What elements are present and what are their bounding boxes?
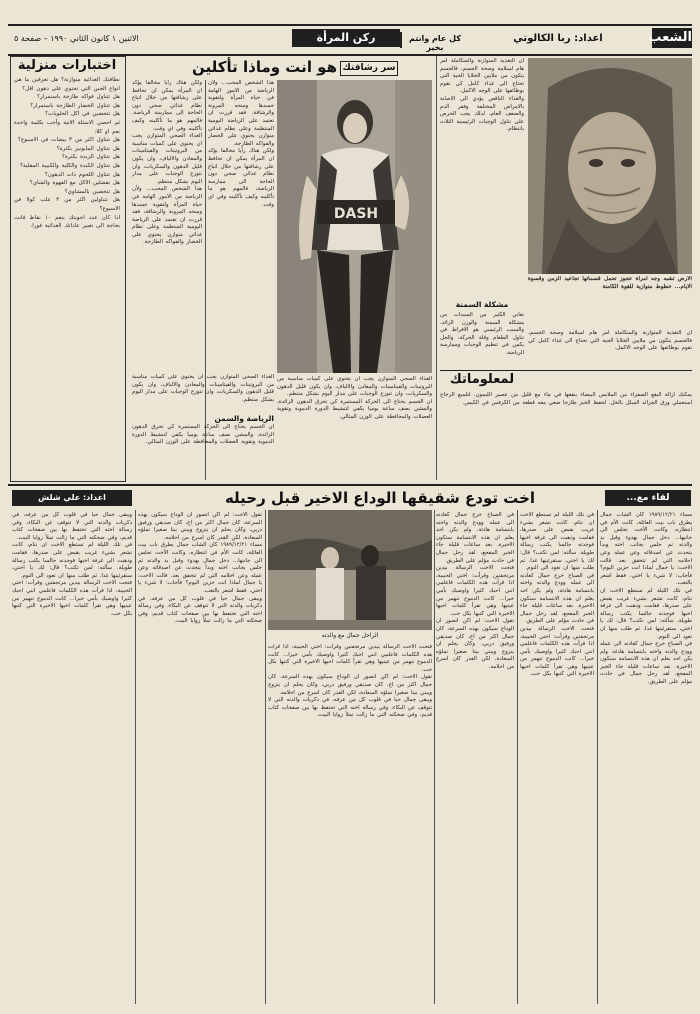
story-col-3: في الصباح خرج جمال كعادته الى عمله وودع والدته واخته بابتسامة هادئة، ولم يكن احد يعلم ان هذه الابتسامة ستكون الاخيرة. بعد ساعات قليلة جاء الخبر المفجع، لقد رحل جمال في حادث مؤلم على الطريق. فتحت الاخت الرسالة بيدين مرتجفتين وقرأت: اختي الحبيبة، اذا قرأت هذه الكلمات فاعلمي انني احبك كثيرا واوصيك بأمي خيرا... كانت الدموع تنهمر من عينيها وهي تقرأ كلمات اخيها الاخيرة التي كتبها بكل حب. تقول الاخت: لم اكن اتصور ان الوداع سيكون بهذه السرعة، كان جمال اكثر من اخ، كان صديقي ورفيق دربي، وكان يحلم ان يتزوج ويبني بيتا صغيرا تملؤه السعادة، لكن القدر كان اسرع من احلامه. — [436, 512, 514, 670]
story-col-1: مساء ١٩٨٩/١٢/٢١ كان الشاب جمال يطرق باب بيت العائلة، كانت الأم في انتظاره، وكانت الأخت تجلس الى جانبها... دخل جمال بهدوء وقبل يد والدته ثم جلس بجانب اخته وبدأ يتحدث عن اصدقائه وعن عمله وعن احلامه التي لم تتحقق بعد. قالت الاخت: يا جمال لماذا انت حزين اليوم؟ فأجاب: لا شيء يا اختي، فقط اشعر بالتعب. في تلك الليلة لم تستطع الاخت ان تنام، كانت تشعر بشيء غريب يقبض على صدرها، فقامت وذهبت الى غرفة اخيها فوجدته جالسا يكتب رسالة طويلة. سألته: لمن تكتب؟ قال: لك يا اختي، ستقرئينها غدا. ثم طلب منها ان تعود الى النوم. في الصباح خرج جمال كعادته الى عمله وودع والدته واخته بابتسامة هادئة، ولم يكن احد يعلم ان هذه الابتسامة ستكون الاخيرة. بعد ساعات قليلة جاء الخبر المفجع، لقد رحل جمال في حادث مؤلم على الطريق. — [600, 512, 692, 686]
tips-q4: ثم احصي الاسئلة الاتية وأجب بكلمة واحدة نعم او كلا: — [14, 119, 120, 135]
elderly-woman-photo — [528, 58, 692, 274]
mother-son-photo — [268, 510, 432, 630]
story-col-2: في تلك الليلة لم تستطع الاخت ان تنام، كانت تشعر بشيء غريب يقبض على صدرها، فقامت وذهبت الى غرفة اخيها فوجدته جالسا يكتب رسالة طويلة. سألته: لمن تكتب؟ قال: لك يا اختي، ستقرئينها غدا. ثم طلب منها ان تعود الى النوم. في الصباح خرج جمال كعادته الى عمله وودع والدته واخته بابتسامة هادئة، ولم يكن احد يعلم ان هذه الابتسامة ستكون الاخيرة. بعد ساعات قليلة جاء الخبر المفجع، لقد رحل جمال في حادث مؤلم على الطريق. فتحت الاخت الرسالة بيدين مرتجفتين وقرأت: اختي الحبيبة، اذا قرأت هذه الكلمات فاعلمي انني احبك كثيرا واوصيك بأمي خيرا... كانت الدموع تنهمر من عينيها وهي تقرأ كلمات اخيها الاخيرة التي كتبها بكل حب. — [520, 512, 594, 678]
tips-q11: هل تتحضين بالمشاوي؟ — [64, 188, 120, 195]
feature-col-left: ولكن هناك رأيا مخالفا يؤكد ان المرأة يمكن ان تحافظ على رشاقتها من خلال اتباع نظام غذائي صحي دون الحاجة الى ممارسة الرياضة، فالمهم هو ما تأكلينه وكيف تأكلينه وفي اي وقت. الغذاء الصحي المتوازن يجب ان يحتوي على كميات مناسبة من البروتينات والفيتامينات والمعادن والالياف، وان يكون قليل الدهون والسكريات، وان تتوزع الوجبات على مدار اليوم بشكل منتظم. هذا الشخص المحب... ولأن الرياضة من الامور الهامة في حياة المرأة ولتقوية جسدها ومنحه المرونة والرشاقة، فقد قررت ان تعتمد على الرياضة اليومية المنتظمة وعلى نظام غذائي متوازن يحتوي على الخضار والفواكه الطازجة. — [132, 80, 202, 246]
tips-intro: نظافتك الغذائية متوازنة؟ هل تعرفين ما هي انواع الجبن التي تحتوي على دهون اقل؟ — [14, 77, 120, 92]
tips-q3: هل تتحضين في اكل الحلويات؟ — [45, 111, 120, 118]
info-title: لمعلوماتك — [449, 372, 515, 387]
story-photo-caption: الراحل جمال مع والدته — [321, 632, 379, 639]
tips-title: اختبارات منزلية — [17, 58, 117, 73]
section-title: كل عام وانتم بخير — [409, 34, 461, 52]
date-and-page: الاثنين ١ كانون الثاني ١٩٩٠ – صفحة ٥ — [14, 34, 139, 43]
feature-subhead: الرياضة والسمن — [214, 414, 274, 423]
column-label: ركن المرأة — [292, 29, 400, 47]
story-headline: اخت تودع شقيقها الوداع الاخير قبل رحيله — [224, 489, 536, 507]
info-col-left-2: تعاني الكثير من السيدات من مشكلة السمنة والوزن الزائد، والسبب الرئيسي هو الافراط في تناول الطعام وقلة الحركة، والحل يكمن في تنظيم الوجبات وممارسة الرياضة. — [440, 312, 524, 356]
feature-col-mid: هذا الشخص المحب... ولأن الرياضة من الامور الهامة في حياة المرأة ولتقوية جسدها ومنحه المرونة والرشاقة، فقد قررت ان تعتمد على الرياضة اليومية المنتظمة وعلى نظام غذائي متوازن يحتوي على الخضار والفواكه الطازجة. ولكن هناك رأيا مخالفا يؤكد ان المرأة يمكن ان تحافظ على رشاقتها من خلال اتباع نظام غذائي صحي دون الحاجة الى ممارسة الرياضة، فالمهم هو ما تأكلينه وكيف تأكلينه وفي اي وقت. — [208, 80, 274, 208]
story-photo — [268, 510, 432, 630]
tips-q12: هل تتناولين اكثر من ٣ علب كولا في الاسبوع؟ — [14, 197, 120, 212]
tips-q1: هل تتناول فواكه طازجة باستمرار؟ — [37, 94, 120, 101]
story-author: اعداد: علي شلش — [12, 490, 132, 506]
story-col-6: ويبقى جمال حيا في قلوب كل من عرفه، في ذكريات والدته التي لا تتوقف عن البكاء، وفي رسالة اخته التي تحتفظ بها بين صفحات كتاب قديم، وفي ضحكته التي ما زالت تملأ زوايا البيت. في تلك الليلة لم تستطع الاخت ان تنام، كانت تشعر بشيء غريب يقبض على صدرها، فقامت وذهبت الى غرفة اخيها فوجدته جالسا يكتب رسالة طويلة. سألته: لمن تكتب؟ قال: لك يا اختي، ستقرئينها غدا. ثم طلب منها ان تعود الى النوم. فتحت الاخت الرسالة بيدين مرتجفتين وقرأت: اختي الحبيبة، اذا قرأت هذه الكلمات فاعلمي انني احبك كثيرا واوصيك بأمي خيرا... كانت الدموع تنهمر من عينيها وهي تقرأ كلمات اخيها الاخيرة التي كتبها بكل حب. — [12, 512, 132, 617]
info-subhead: مشكلة السمنة — [455, 300, 509, 309]
tips-q6: هل تتناول المايونيز بكثرة؟ — [56, 145, 120, 152]
tips-result: اذا كان عدد اجوبتك بنعم ١٠ نقاط فانت بحاجة الى تغيير عاداتك الغذائية فورا. — [14, 214, 120, 230]
tips-q5: هل تتناول اكثر من ٣ بيضات في الاسبوع؟ — [17, 137, 120, 144]
feature-photo — [277, 80, 432, 373]
info-tips: يمكنك ازالة البقع الصفراء من الملابس البيضاء بنقعها في ماء مع قليل من عصير الليمون. لتلميع الزجاج استعملي ورق الجرائد المبلل بالخل. لحفظ الخبز طازجا ضعي معه قطعة من الكرفس في الكيس. — [440, 392, 692, 406]
tips-q2: هل تتناول الخضار الطازجة باستمرار؟ — [30, 102, 120, 109]
feature-col-bottom-left: الغذاء الصحي المتوازن يجب ان يحتوي على كميات مناسبة من البروتينات والفيتامينات والمعادن والالياف، وان يكون قليل الدهون والسكريات، وان تتوزع الوجبات على مدار اليوم بشكل منتظم. — [132, 374, 274, 403]
runner-woman-photo — [277, 80, 432, 373]
info-photo — [528, 58, 692, 274]
tips-q10: هل تفضلين الاكل مع القهوة والشاي؟ — [29, 180, 120, 187]
info-photo-caption: الارض تشبه وجه امرأة عجوز تحمل قسماتها تجاعيد الزمن وقسوة الايام... خطوط متوازية للقوة الكامنة — [528, 276, 692, 290]
tips-q9: هل تتناول اللحوم ذات الدهون؟ — [44, 171, 120, 178]
tips-q7: هل تتناول الزبدة بكثرة؟ — [61, 154, 120, 161]
tips-q8: هل تتناول الكبدة والكلية والكبيبة المقلية؟ — [20, 162, 120, 169]
feature-col-bottom: ان الجسم يحتاج الى الحركة المستمرة كي تحرق الدهون الزائدة، والمشي نصف ساعة يوميا يكفي لتنشيط الدورة الدموية وتقوية العضلات والمحافظة على الوزن المثالي. — [132, 424, 274, 446]
feature-kicker: سر رشاقتك — [340, 61, 398, 76]
story-kicker: لقاء مع... — [605, 490, 691, 506]
story-col-5: تقول الاخت: لم اكن اتصور ان الوداع سيكون بهذه السرعة، كان جمال اكثر من اخ، كان صديقي ورفيق دربي، وكان يحلم ان يتزوج ويبني بيتا صغيرا تملؤه السعادة، لكن القدر كان اسرع من احلامه. مساء ١٩٨٩/١٢/٢١ كان الشاب جمال يطرق باب بيت العائلة، كانت الأم في انتظاره، وكانت الأخت تجلس الى جانبها... دخل جمال بهدوء وقبل يد والدته ثم جلس بجانب اخته وبدأ يتحدث عن اصدقائه وعن عمله وعن احلامه التي لم تتحقق بعد. قالت الاخت: يا جمال لماذا انت حزين اليوم؟ فأجاب: لا شيء يا اختي، فقط اشعر بالتعب. ويبقى جمال حيا في قلوب كل من عرفه، في ذكريات والدته التي لا تتوقف عن البكاء، وفي رسالة اخته التي تحتفظ بها بين صفحات كتاب قديم، وفي ضحكته التي ما زالت تملأ زوايا البيت. — [138, 512, 262, 625]
tips-body — [14, 76, 120, 476]
story-col-4: فتحت الاخت الرسالة بيدين مرتجفتين وقرأت: اختي الحبيبة، اذا قرأت هذه الكلمات فاعلمي انني احبك كثيرا واوصيك بأمي خيرا... كانت الدموع تنهمر من عينيها وهي تقرأ كلمات اخيها الاخيرة التي كتبها بكل حب. تقول الاخت: لم اكن اتصور ان الوداع سيكون بهذه السرعة، كان جمال اكثر من اخ، كان صديقي ورفيق دربي، وكان يحلم ان يتزوج ويبني بيتا صغيرا تملؤه السعادة، لكن القدر كان اسرع من احلامه. ويبقى جمال حيا في قلوب كل من عرفه، في ذكريات والدته التي لا تتوقف عن البكاء، وفي رسالة اخته التي تحتفظ بها بين صفحات كتاب قديم، وفي ضحكته التي ما زالت تملأ زوايا البيت. — [268, 644, 432, 719]
jacket-print: DASH — [333, 206, 379, 222]
feature-headline: هو انت وماذا تأكلين — [192, 58, 337, 76]
info-col-right: ان التغذية المتوازنة والمتكاملة امر هام لسلامة وصحة الجسم، فالجسم يتكون من ملايين الخلايا الحية التي تحتاج الى غذاء كامل كي تقوم بوظائفها على الوجه الاكمل. — [528, 330, 692, 352]
edited-by: اعداد: ربا الكالوتي — [513, 33, 603, 44]
newspaper-logo: الشعب — [652, 28, 692, 48]
feature-col-under-photo: الغذاء الصحي المتوازن يجب ان يحتوي على كميات مناسبة من البروتينات والفيتامينات والمعادن والالياف، وان يكون قليل الدهون والسكريات، وان تتوزع الوجبات على مدار اليوم بشكل منتظم. ان الجسم يحتاج الى الحركة المستمرة كي تحرق الدهون الزائدة، والمشي نصف ساعة يوميا يكفي لتنشيط الدورة الدموية وتقوية العضلات والمحافظة على الوزن المثالي. — [277, 376, 432, 420]
info-col-left: ان التغذية المتوازنة والمتكاملة امر هام لسلامة وصحة الجسم، فالجسم يتكون من ملايين الخلايا الحية التي تحتاج الى غذاء كامل كي تقوم بوظائفها على الوجه الاكمل. والغذاء الناقص يؤدي الى الاصابة بالامراض المختلفة وفقر الدم والضعف العام، لذلك يجب الحرص على تناول الوجبات الرئيسية الثلاث بانتظام. — [440, 58, 524, 133]
